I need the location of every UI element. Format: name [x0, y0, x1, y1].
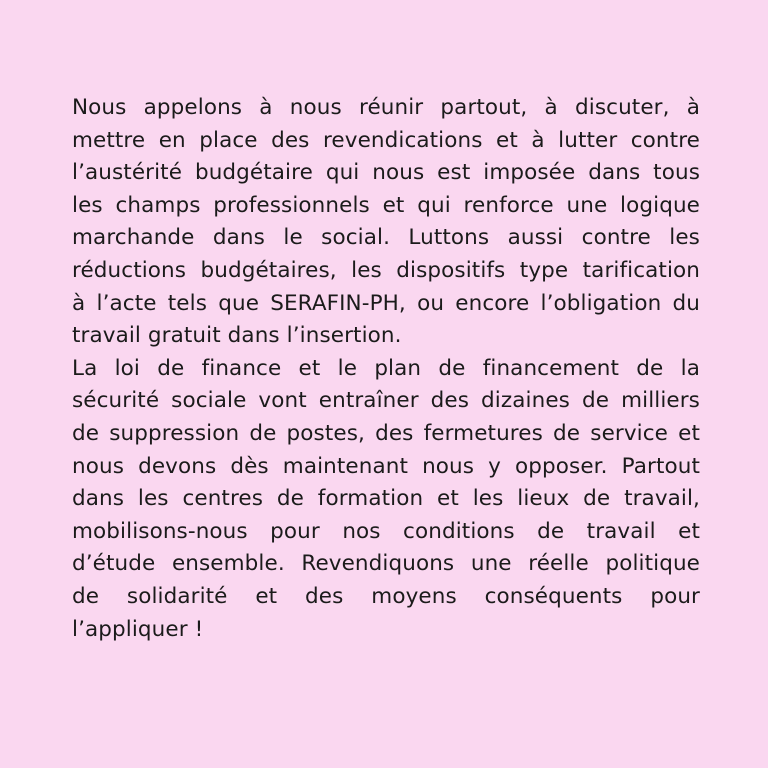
paragraph-1	[72, 92, 700, 353]
text-line: l’austérité budgétaire qui nous est imposée dans tous	[72, 160, 700, 186]
text-line: mettre en place des revendications et à lutter contre	[72, 127, 700, 153]
text-line: sécurité sociale vont entraîner des dizaines de milliers	[72, 388, 700, 414]
text-line: d’étude ensemble. Revendiquons une réelle politique	[72, 551, 700, 577]
text-line: marchande dans le social. Luttons aussi contre les	[72, 225, 700, 251]
text-line: réductions budgétaires, les dispositifs type tarification	[72, 257, 700, 283]
text-line: de suppression de postes, des fermetures de service et	[72, 420, 700, 446]
text-line: l’appliquer !	[72, 616, 204, 642]
text-line: dans les centres de formation et les lieux de travail,	[72, 486, 700, 512]
paragraph-2	[72, 353, 700, 646]
body-text	[72, 92, 700, 646]
text-line: les champs professionnels et qui renforce une logique	[72, 192, 700, 218]
text-line: de solidarité et des moyens conséquents pour	[72, 583, 700, 609]
text-line: mobilisons-nous pour nos conditions de travail et	[72, 518, 700, 544]
text-line: travail gratuit dans l’insertion.	[72, 323, 402, 349]
text-line: La loi de finance et le plan de financement de la	[72, 355, 700, 381]
text-line: Nous appelons à nous réunir partout, à discuter, à	[72, 95, 700, 120]
text-line: nous devons dès maintenant nous y opposer. Partout	[72, 453, 700, 479]
text-line: à l’acte tels que SERAFIN-PH, ou encore l’obligation du	[72, 290, 700, 316]
